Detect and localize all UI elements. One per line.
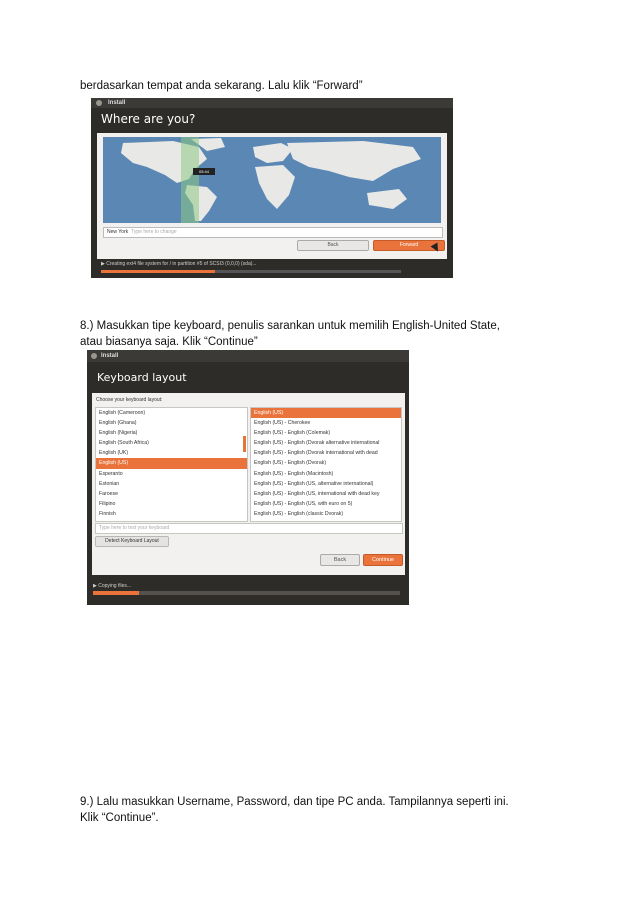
window-title: Install xyxy=(108,100,126,106)
continue-button[interactable]: Continue xyxy=(363,554,403,566)
world-map[interactable] xyxy=(103,137,441,223)
list-item[interactable]: English (Ghana) xyxy=(99,420,137,427)
list-item[interactable]: Faroese xyxy=(99,490,119,497)
forward-button[interactable]: Forward xyxy=(373,240,445,251)
installer-content xyxy=(97,133,447,259)
list-item[interactable]: English (US) xyxy=(96,458,247,468)
keyboard-variant-list[interactable] xyxy=(250,407,402,522)
list-item[interactable]: English (US) - English (Macintosh) xyxy=(254,470,334,477)
list-item[interactable]: English (US) - English (classic Dvorak) xyxy=(254,510,344,517)
keyboard-test-input[interactable]: Type here to test your keyboard xyxy=(95,523,403,534)
location-placeholder: Type here to change xyxy=(131,229,177,235)
page-heading: Keyboard layout xyxy=(97,371,187,384)
layout-list-label: Choose your keyboard layout: xyxy=(96,397,163,403)
progress-fill xyxy=(101,270,215,273)
list-item[interactable]: English (South Africa) xyxy=(99,440,149,447)
detect-keyboard-layout-button[interactable]: Detect Keyboard Layout xyxy=(95,536,169,547)
screenshot-where-are-you xyxy=(91,98,453,278)
keyboard-language-list[interactable] xyxy=(95,407,248,522)
location-value: New York xyxy=(107,229,129,235)
window-titlebar xyxy=(91,98,453,108)
list-item[interactable]: Filipino xyxy=(99,500,116,507)
installer-content xyxy=(92,393,405,575)
list-item[interactable]: English (US) - English (Colemak) xyxy=(254,430,331,437)
list-item[interactable]: Estonian xyxy=(99,480,120,487)
paragraph-step8-line1: 8.) Masukkan tipe keyboard, penulis sarankan untuk memilih English-United State, xyxy=(80,320,500,332)
timezone-highlight xyxy=(181,137,199,223)
install-status: ▶ Creating ext4 file system for / in partition #5 of SCSI3 (0,0,0) (sda)... xyxy=(101,261,257,267)
time-marker: 05:44 xyxy=(193,168,215,175)
window-titlebar xyxy=(87,350,409,362)
list-item[interactable]: English (US) - English (US, with euro on 5) xyxy=(254,500,353,507)
install-status: ▶ Copying files... xyxy=(93,583,132,589)
list-item[interactable]: English (Nigeria) xyxy=(99,430,138,437)
paragraph-intro: berdasarkan tempat anda sekarang. Lalu klik “Forward” xyxy=(80,80,363,92)
progress-fill xyxy=(93,591,139,595)
list-item[interactable]: English (US) - Cherokee xyxy=(254,420,311,427)
world-map-graphic xyxy=(103,137,441,223)
list-item[interactable]: English (Cameroon) xyxy=(99,410,146,416)
paragraph-step9-line2: Klik “Continue”. xyxy=(80,812,159,824)
location-input[interactable] xyxy=(103,227,443,238)
list-item[interactable]: English (US) - English (Dvorak) xyxy=(254,460,327,467)
list-item[interactable]: Finnish xyxy=(99,510,116,517)
scrollbar-thumb[interactable] xyxy=(243,436,246,452)
list-item[interactable]: English (US) - English (Dvorak international with dead xyxy=(254,450,378,457)
screenshot-keyboard-layout xyxy=(87,350,409,605)
list-item[interactable]: Esperanto xyxy=(99,470,123,477)
list-item[interactable]: English (US) - English (Dvorak alternative international xyxy=(254,440,380,447)
back-button[interactable]: Back xyxy=(297,240,369,251)
progress-bar xyxy=(101,270,401,273)
list-item[interactable]: English (US) xyxy=(251,408,401,418)
paragraph-step9-line1: 9.) Lalu masukkan Username, Password, dan tipe PC anda. Tampilannya seperti ini. xyxy=(80,796,509,808)
page-heading: Where are you? xyxy=(101,112,196,126)
window-close-icon[interactable] xyxy=(96,100,102,106)
window-close-icon[interactable] xyxy=(91,353,97,359)
back-button[interactable]: Back xyxy=(320,554,360,566)
list-item[interactable]: English (US) - English (US, international with dead key xyxy=(254,490,380,497)
list-item[interactable]: English (UK) xyxy=(99,450,129,457)
window-title: Install xyxy=(101,353,119,359)
list-item[interactable]: English (US) - English (US, alternative international) xyxy=(254,480,374,487)
progress-bar xyxy=(93,591,400,595)
paragraph-step8-line2: atau biasanya saja. Klik “Continue” xyxy=(80,336,258,348)
